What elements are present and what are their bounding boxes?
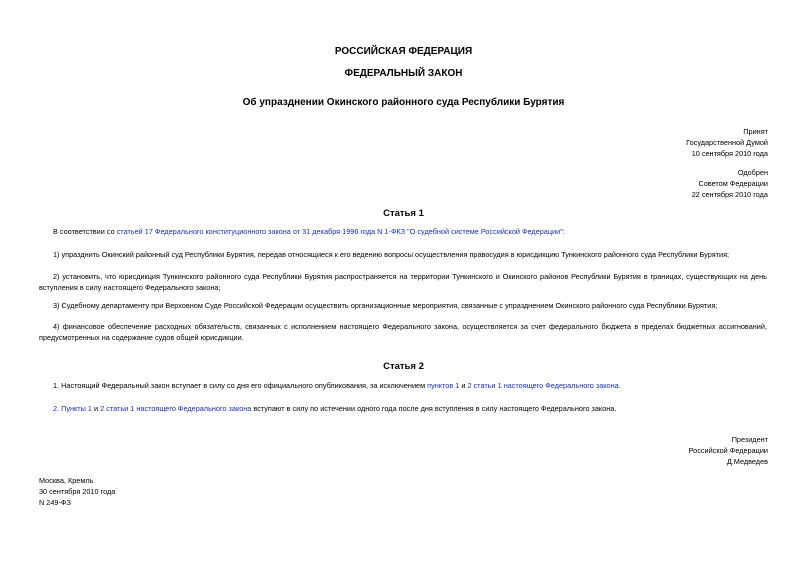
law-title: Об упразднении Окинского районного суда Республики Бурятия xyxy=(242,97,565,108)
paragraph-text: вступают в силу по истечении одного года после дня вступления в силу настоящего Федерального закона. xyxy=(251,404,617,413)
article-1-point-2-link[interactable]: 2 статьи 1 xyxy=(100,404,135,413)
paragraph-text: и xyxy=(459,381,468,390)
signing-date: 30 сентября 2010 года xyxy=(39,487,116,496)
this-law-link[interactable]: настоящего Федерального закона xyxy=(503,381,619,390)
article-1-point-2-link[interactable]: 2 статьи 1 xyxy=(467,381,502,390)
approval-date: 22 сентября 2010 года xyxy=(691,190,768,199)
signature-block xyxy=(689,434,768,467)
paragraph-text: . xyxy=(618,381,621,390)
constitutional-law-link[interactable]: статьей 17 Федерального конституционного закона от 31 декабря 1996 года N 1-ФКЗ "О судебной системе Российской Федерации" xyxy=(116,227,563,236)
article-1-item-3: 3) Судебному департаменту при Верховном Суде Российской Федерации осуществить организационные мероприятия, связанные с упразднением Окинского районного суда Республики Бурятия; xyxy=(53,301,718,310)
article-1-item-4: 4) финансовое обеспечение расходных обязательств, связанных с исполнением настоящего Федерального закона, осуществляется за счет федерального бюджета в пределах бюджетных ассигнований, предусмотренных на содержание судов общей юрисдикции. xyxy=(39,322,767,342)
article-2-title: Статья 2 xyxy=(383,361,424,372)
article-1-item-2: 2) установить, что юрисдикция Тункинского районного суда Республики Бурятия распространяется на территории Тункинского и Окинского районов Республики Бурятия в границах, существующих на день вступления в силу настоящего Федерального закона; xyxy=(39,272,767,292)
approval-line: Советом Федерации xyxy=(698,179,768,188)
points-1-link[interactable]: пунктов 1 xyxy=(427,381,460,390)
signature-position: Президент xyxy=(731,435,768,444)
intro-text: В соответствии со xyxy=(53,227,117,236)
adoption-line: Государственной Думой xyxy=(686,138,768,147)
adoption-block xyxy=(686,126,768,159)
signature-position: Российской Федерации xyxy=(688,446,768,455)
article-1-item-1: 1) упразднить Окинский районный суд Республики Бурятия, передав относящиеся к его ведению вопросы осуществления правосудия в юрисдикцию Тункинского районного суда Республики Бурятия; xyxy=(53,250,730,259)
approval-block xyxy=(692,167,768,200)
intro-text-end: : xyxy=(562,227,565,236)
points-1-link[interactable]: 2. Пункты 1 xyxy=(53,404,92,413)
law-number: N 249-ФЗ xyxy=(39,498,71,507)
adoption-line: Принят xyxy=(743,127,768,136)
article-1-intro xyxy=(39,226,767,237)
article-1-title: Статья 1 xyxy=(383,208,424,219)
article-2-paragraph-1 xyxy=(39,380,767,391)
paragraph-text: 1. Настоящий Федеральный закон вступает в силу со дня его официального опубликования, за исключением xyxy=(53,381,428,390)
adoption-date: 10 сентября 2010 года xyxy=(691,149,768,158)
paragraph-text: и xyxy=(91,404,101,413)
document-type-heading: ФЕДЕРАЛЬНЫЙ ЗАКОН xyxy=(344,68,463,79)
this-law-link[interactable]: настоящего Федерального закона xyxy=(136,404,252,413)
signing-place: Москва, Кремль xyxy=(39,476,94,485)
article-2-paragraph-2 xyxy=(39,403,767,414)
approval-line: Одобрен xyxy=(737,168,768,177)
signatory-name: Д.Медведев xyxy=(726,457,768,466)
place-date-block xyxy=(39,475,115,508)
country-heading: РОССИЙСКАЯ ФЕДЕРАЦИЯ xyxy=(334,46,473,57)
